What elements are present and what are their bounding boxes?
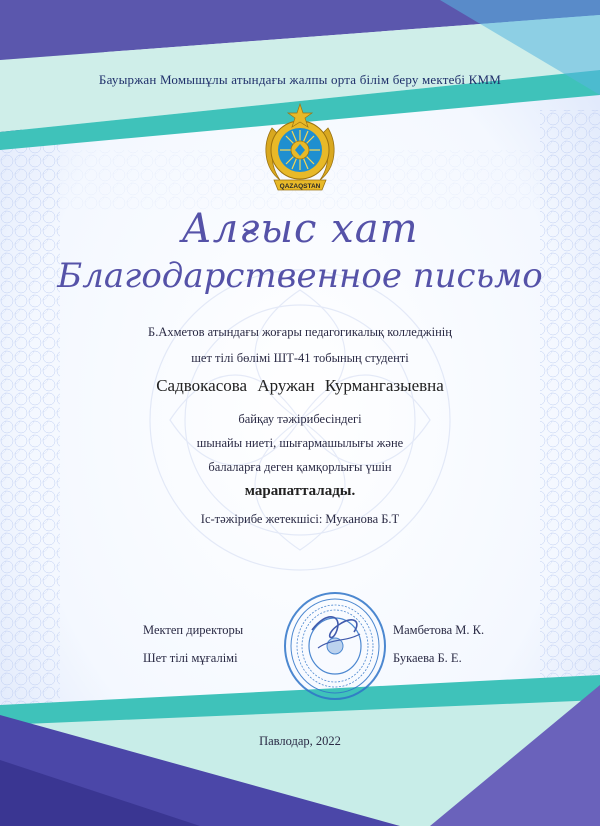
- reason-line-2: шынайы ниеті, шығармашылығы және: [196, 436, 404, 450]
- signature-role-director: Мектеп директоры: [143, 623, 244, 637]
- signature-role-teacher: Шет тілі мұғалімі: [143, 651, 238, 665]
- title-kazakh: Алғыс хат: [181, 206, 419, 252]
- emblem-label: QAZAQSTAN: [279, 183, 321, 190]
- reason-line-3: балаларға деген қамқорлығы үшін: [208, 460, 392, 474]
- signature-name-teacher: Букаева Б. Е.: [393, 651, 462, 665]
- college-line: Б.Ахметов атындағы жоғары педагогикалық колледжінің: [148, 325, 452, 339]
- city-year: Павлодар, 2022: [259, 734, 341, 748]
- awarded-text: марапатталады.: [244, 483, 356, 499]
- state-emblem-icon: [262, 100, 338, 196]
- signature-name-director: Мамбетова М. К.: [393, 623, 485, 637]
- supervisor-line: Іс-тәжірибе жетекшісі: Муканова Б.Т: [200, 512, 400, 526]
- school-stamp-icon: [282, 590, 388, 702]
- school-name: Бауыржан Момышұлы атындағы жалпы орта білім беру мектебі КММ: [98, 72, 502, 87]
- title-russian: Благодарственное письмо: [57, 256, 543, 296]
- student-name: Садвокасова Аружан Курмангазыевна: [156, 376, 444, 395]
- reason-line-1: байқау тәжірибесіндегі: [238, 412, 362, 426]
- group-line: шет тілі бөлімі ШТ-41 тобының студенті: [191, 351, 409, 365]
